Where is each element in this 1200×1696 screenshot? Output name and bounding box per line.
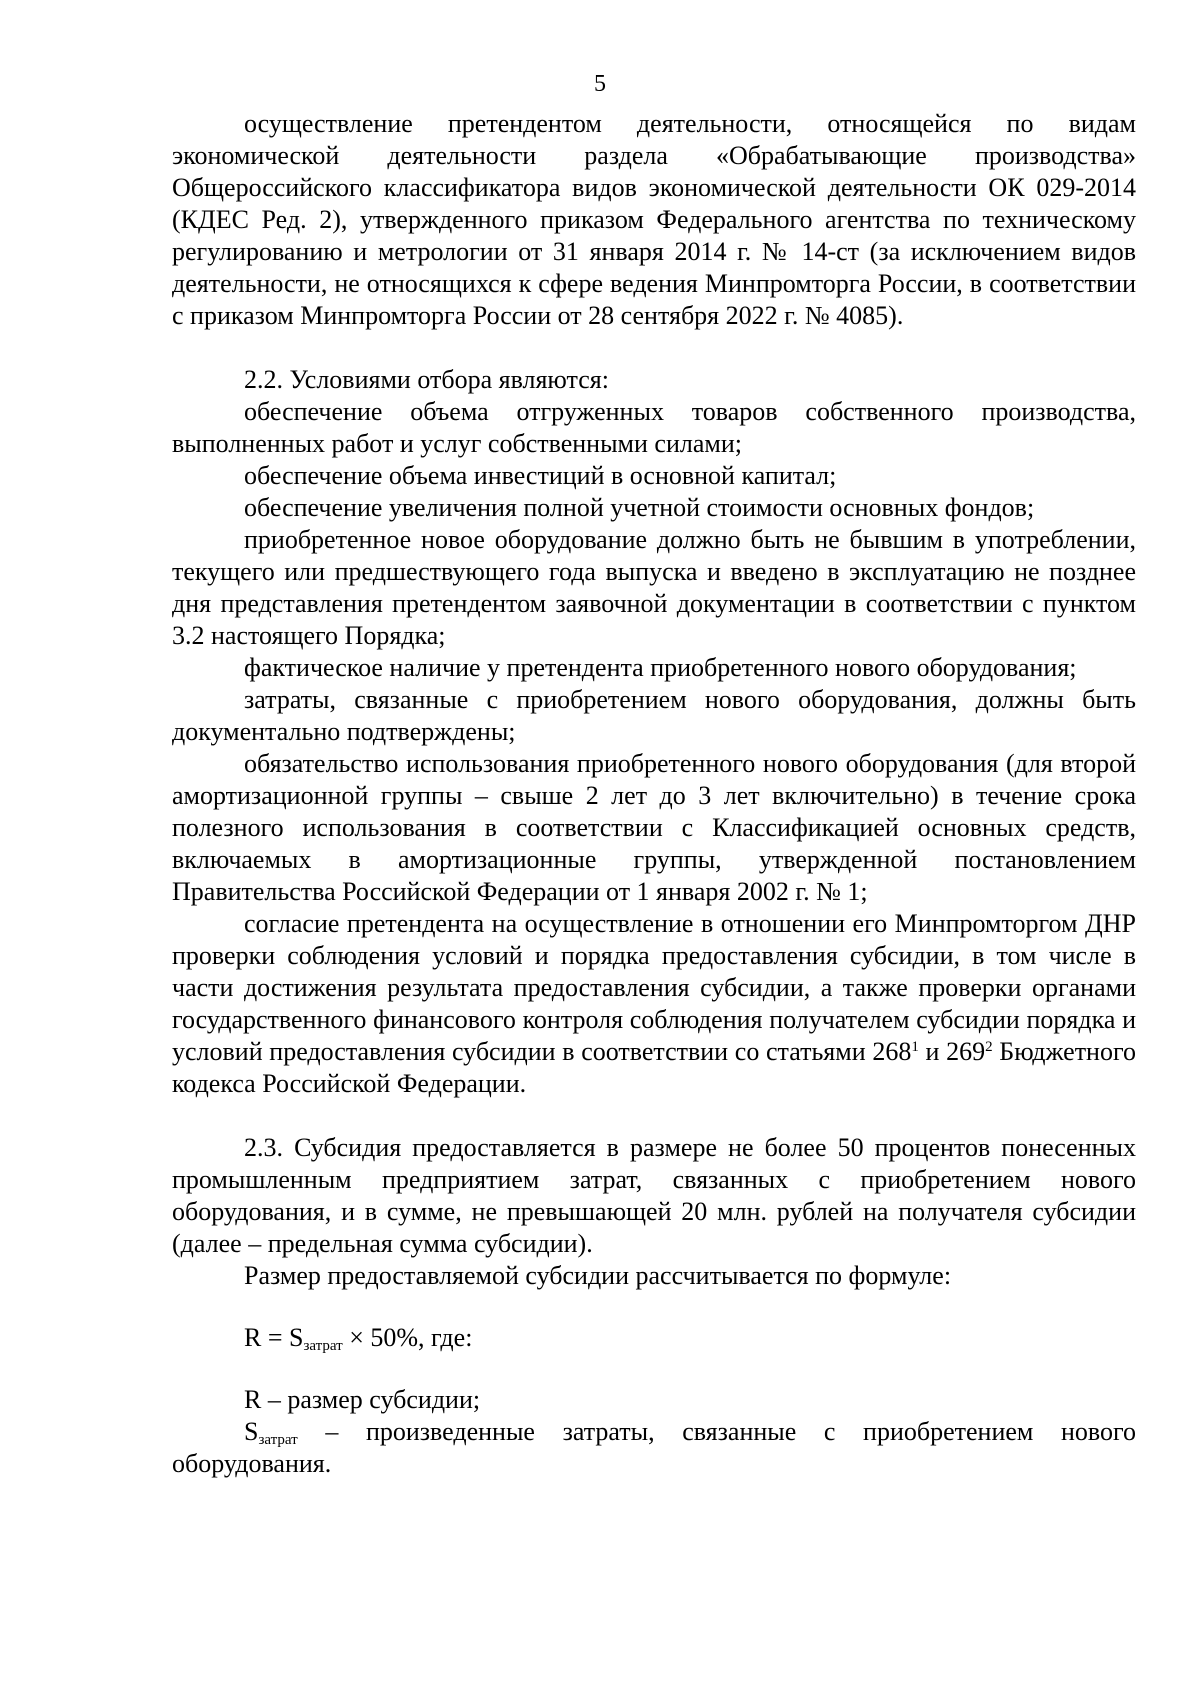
footnote-mark: 1 xyxy=(911,1039,919,1055)
document-body xyxy=(172,108,1136,1480)
consent-text: Бюджетного кодекса Российской Федерации. xyxy=(172,1037,1136,1098)
condition-item: обязательство использования приобретенного нового оборудования (для второй амортизационной группы – свыше 2 лет до 3 лет включительно) в течение срока полезного использования в соответствии с Классификацией основных средств, включаемых в амортизационные группы, утвержденной постановлением Правительства Российской Федерации от 1 января 2002 г. № 1; xyxy=(172,749,1136,906)
condition-item: фактическое наличие у претендента приобретенного нового оборудования; xyxy=(244,653,1077,682)
formula-subscript: затрат xyxy=(303,1338,343,1354)
condition-item: затраты, связанные с приобретением нового оборудования, должны быть документально подтверждены; xyxy=(172,685,1136,746)
footnote-mark: 2 xyxy=(985,1039,993,1055)
condition-item: обеспечение объема отгруженных товаров собственного производства, выполненных работ и услуг собственными силами; xyxy=(172,397,1136,458)
condition-item-consent xyxy=(172,908,1136,1100)
section-2-3: 2.3. Субсидия предоставляется в размере не более 50 процентов понесенных промышленным предприятием затрат, связанных с приобретением нового оборудования, и в сумме, не превышающей 20 млн. рублей на получателя субсидии (далее – предельная сумма субсидии). xyxy=(172,1133,1136,1258)
formula-intro: Размер предоставляемой субсидии рассчитывается по формуле: xyxy=(244,1261,952,1290)
consent-text: и 269 xyxy=(918,1037,986,1066)
definition-subscript: затрат xyxy=(258,1432,298,1448)
consent-text: согласие претендента на осуществление в отношении его Минпромторгом ДНР проверки соблюдения условий и порядка предоставления субсидии, в том числе в части достижения результата предоставления субсидии, а также проверки органами государственного финансового контроля соблюдения получателем субсидии порядка и условий предоставления субсидии в соответствии со статьями 268 xyxy=(172,909,1136,1066)
definition-r: R – размер субсидии; xyxy=(244,1385,481,1414)
formula-lhs: R = S xyxy=(244,1323,304,1352)
condition-item: обеспечение увеличения полной учетной стоимости основных фондов; xyxy=(244,493,1035,522)
section-2-2-title: 2.2. Условиями отбора являются: xyxy=(244,365,609,394)
condition-item: приобретенное новое оборудование должно быть не бывшим в употреблении, текущего или предшествующего года выпуска и введено в эксплуатацию не позднее дня представления претендентом заявочной документации в соответствии с пунктом 3.2 настоящего Порядка; xyxy=(172,525,1136,650)
definition-symbol: S xyxy=(244,1417,259,1446)
formula xyxy=(172,1322,1136,1354)
condition-item: обеспечение объема инвестиций в основной капитал; xyxy=(244,461,837,490)
formula-rhs: × 50%, где: xyxy=(342,1323,473,1352)
definition-text: – произведенные затраты, связанные с приобретением нового оборудования. xyxy=(172,1417,1136,1478)
paragraph-activity: осуществление претендентом деятельности, относящейся по видам экономической деятельности раздела «Обрабатывающие производства» Общероссийского классификатора видов экономической деятельности ОК 029-2014 (КДЕС Ред. 2), утвержденного приказом Федерального агентства по техническому регулированию и метрологии от 31 января 2014 г. № 14-ст (за исключением видов деятельности, не относящихся к сфере ведения Минпромторга России, в соответствии с приказом Минпромторга России от 28 сентября 2022 г. № 4085). xyxy=(172,109,1136,330)
definition-s xyxy=(172,1416,1136,1480)
page-number: 5 xyxy=(594,71,606,97)
